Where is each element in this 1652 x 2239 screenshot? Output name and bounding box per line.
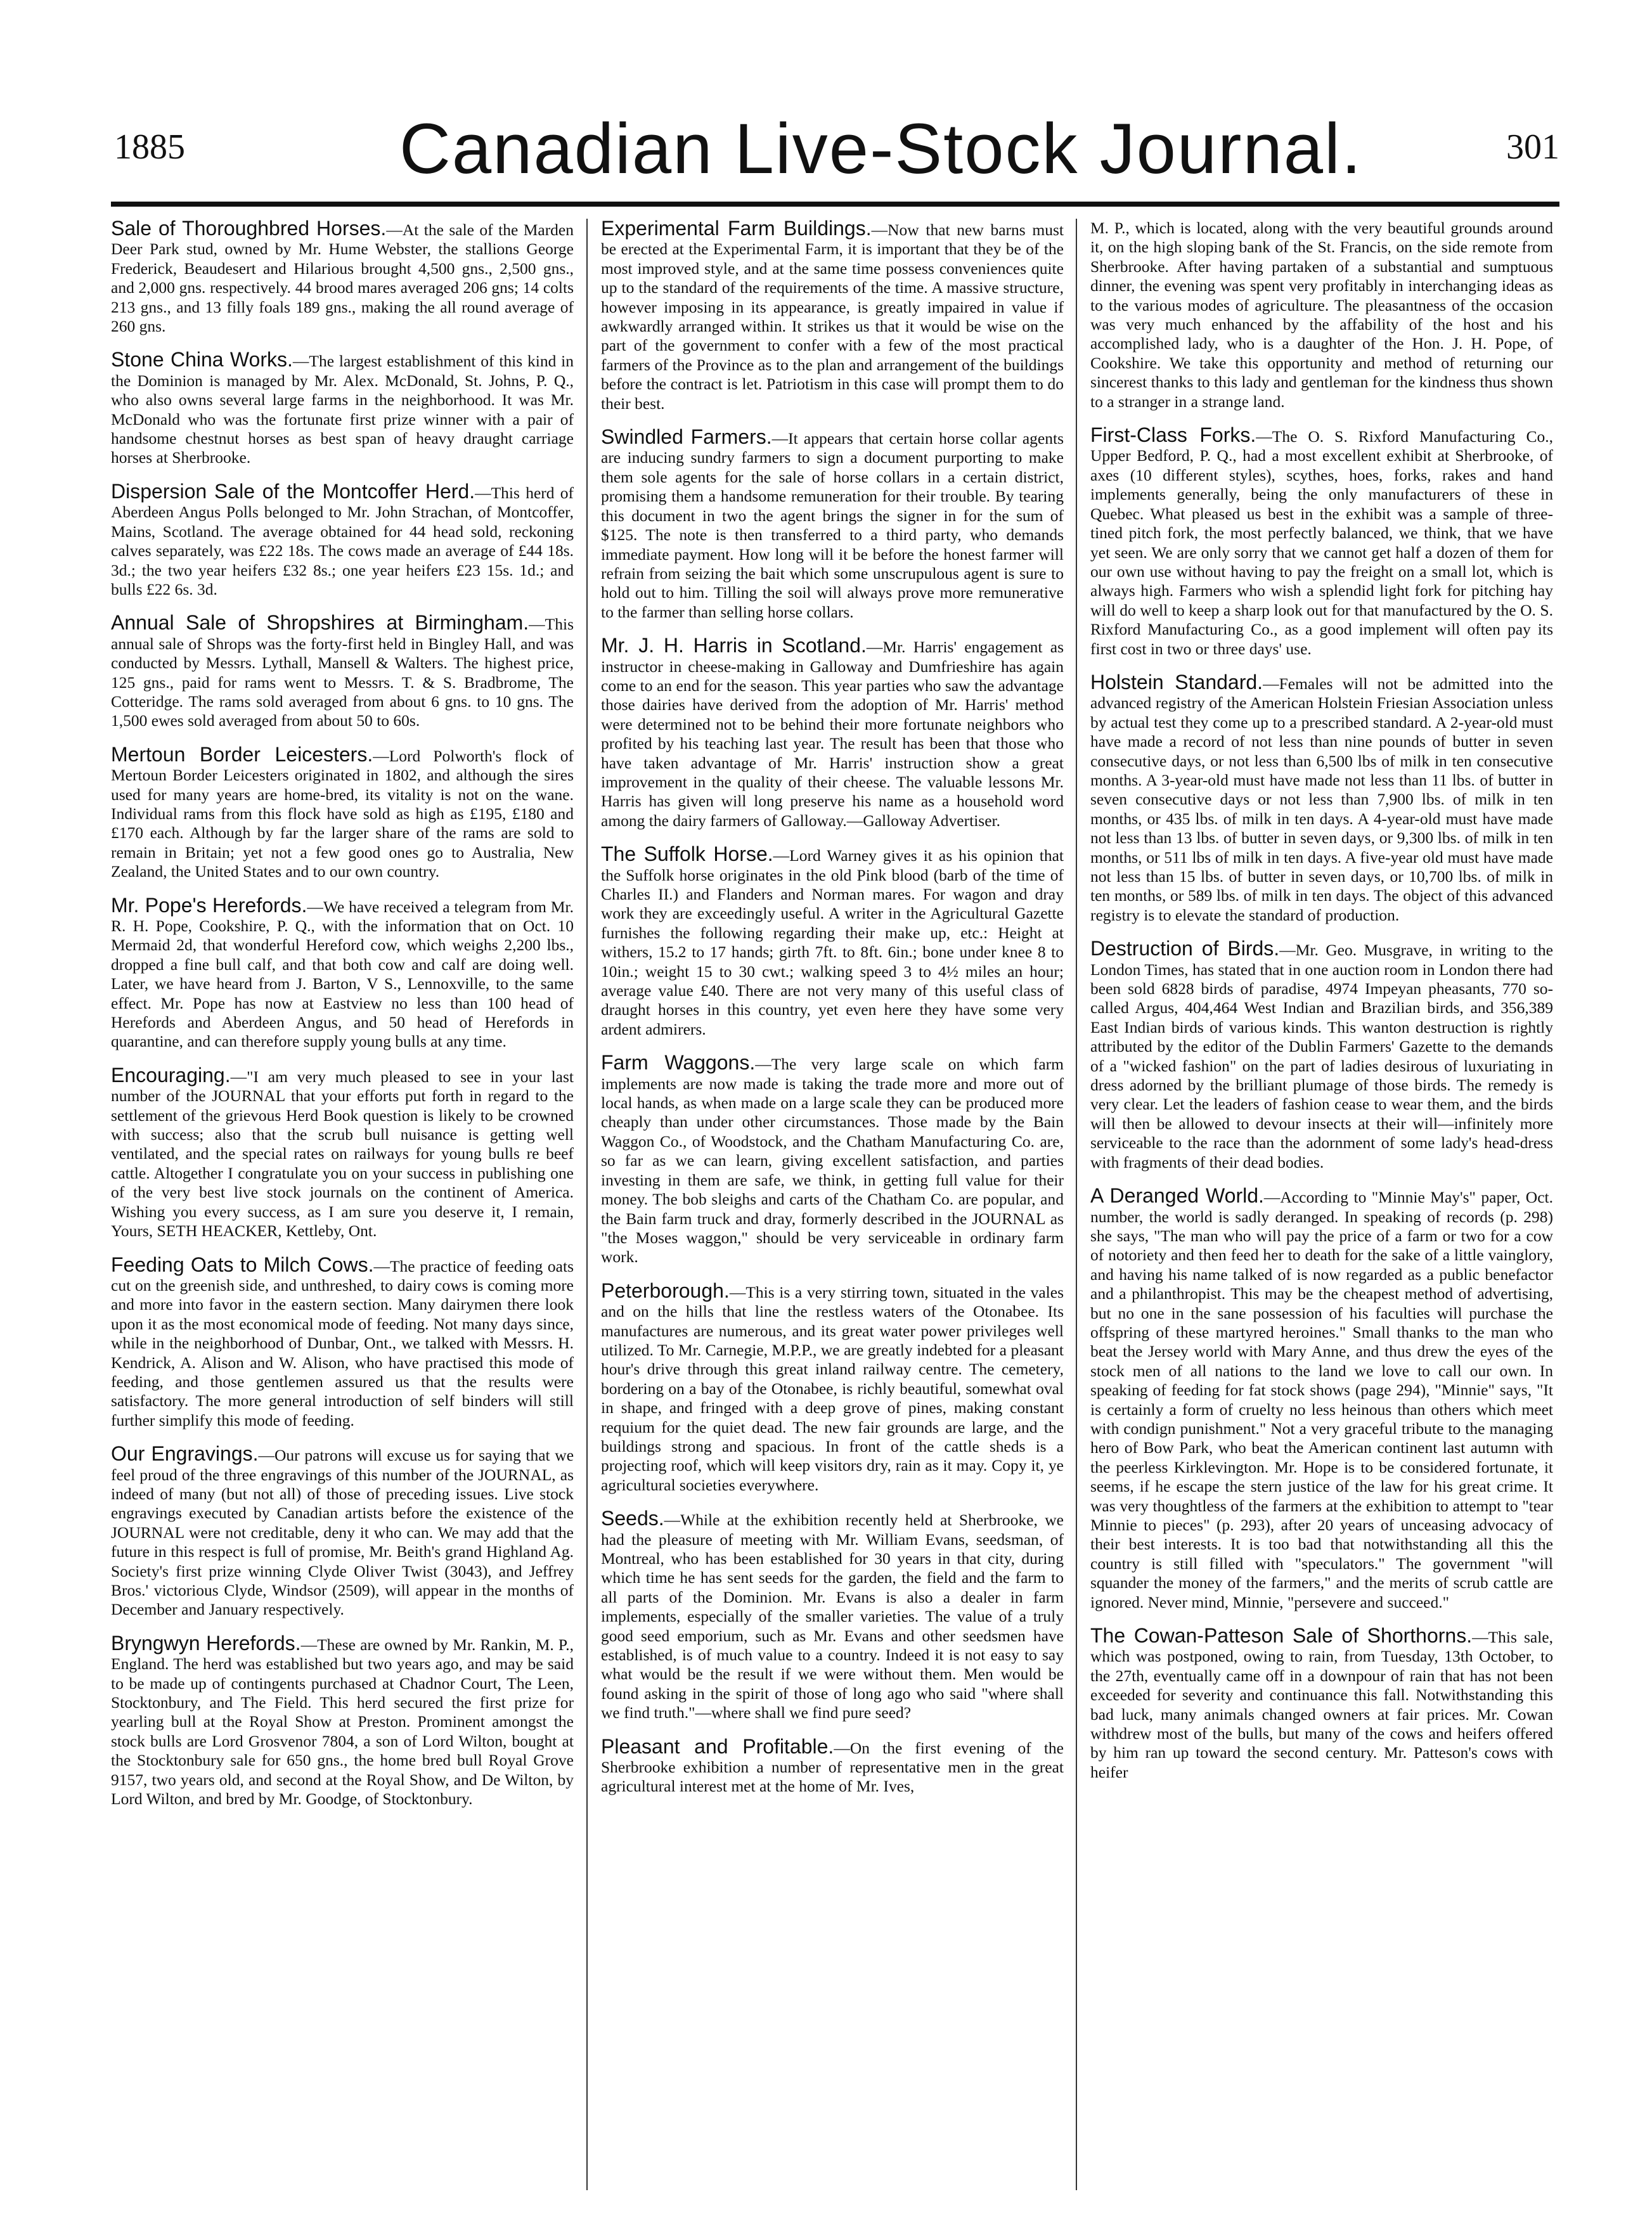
article-body: —Now that new barns must be erected at the Experimental Farm, it is important that they be of the most improved style, and at the same time possess conveniences quite up to the standard of the requirements of the time. A massive structure, however imposing in its appearance, is greatly impaired in value if awkwardly arranged within. It strikes us that it would be wise on the part of the government to confer with a few of the most practical farmers of the Province as to the plan and arrangement of the buildings before the contract is let. Patriotism in this case will prompt them to do their best. — [601, 221, 1064, 413]
article — [1090, 939, 1553, 1172]
article-body: —The O. S. Rixford Manufacturing Co., Upper Bedford, P. Q., had a most excellent exhibit at Sherbrooke, of axes (10 different styles), scythes, hoes, forks, rakes and hand implements generally, being the only manufacturers of these in Quebec. What pleased us best in the exhibit was a sample of three-tined pitch fork, the most perfectly balanced, we think, that we have yet seen. We are only sorry that we cannot get half a dozen of them for our own use without having to pay the freight on a small lot, which is always high. Farmers who wish a splendid light fork for pitching hay will do well to keep a sharp look out for that manufactured by the O. S. Rixford Manufacturing Co., as a good implement will often pay its first cost in two or three days' use. — [1090, 427, 1553, 658]
article-body: —Lord Warney gives it as his opinion that the Suffolk horse originates in the old Pink blood (barb of the time of Charles II.) and Flanders and Norman mares. For wagon and dray work they are exceedingly useful. A writer in the Agricultural Gazette furnishes the following regarding their make up, etc.: Height at withers, 15.2 to 17 hands; girth 7ft. to 8ft. 6in.; bone under knee 8 to 10in.; weight 15 to 30 cwt.; walking speed 3 to 4½ miles an hour; average value £40. There are not very many of this useful class of draught horses in this country, yet even here they have some very ardent admirers. — [601, 846, 1064, 1038]
article — [1090, 670, 1553, 925]
article — [111, 1063, 574, 1241]
article-paragraph — [601, 636, 1064, 830]
article-paragraph — [601, 1734, 1064, 1797]
article-paragraph — [111, 742, 574, 882]
article-paragraph — [1090, 670, 1553, 925]
article-paragraph — [111, 1444, 574, 1620]
article-paragraph — [1090, 939, 1553, 1172]
article-body: —At the sale of the Marden Deer Park stud, owned by Mr. Hume Webster, the stallions George Frederick, Beaudesert and Hilarious brought 4,500 gns., 2,500 gns., and 2,000 gns. respectively. 44 brood mares averaged 206 gns; 14 colts 213 gns., and 13 filly foals 189 gns., making the all round average of 260 gns. — [111, 221, 574, 336]
article — [1090, 1626, 1553, 1782]
article — [1090, 425, 1553, 659]
column-divider — [586, 219, 588, 2190]
article-paragraph — [111, 1063, 574, 1241]
article-headline: Holstein Standard. — [1090, 670, 1263, 694]
article — [111, 613, 574, 730]
article — [601, 636, 1064, 830]
article — [111, 742, 574, 882]
article-headline: Experimental Farm Buildings. — [601, 219, 872, 240]
article — [111, 219, 574, 336]
article-body: —This sale, which was postponed, owing to rain, from Tuesday, 13th October, to the 27th, eventually came off in a downpour of rain that has not been exceeded for severity and continuance this fall. Notwithstanding this bad luck, many animals changed owners at fair prices. Mr. Cowan withdrew most of the bulls, but many of the cows and heifers offered by him ran up toward the second century. Mr. Patteson's cows with heifer — [1090, 1628, 1553, 1781]
column-3 — [1090, 219, 1553, 2190]
article — [601, 1281, 1064, 1495]
article-headline: Feeding Oats to Milch Cows. — [111, 1253, 374, 1276]
article-paragraph — [601, 844, 1064, 1039]
column-divider — [1076, 219, 1077, 2190]
article-headline: First-Class Forks. — [1090, 423, 1256, 447]
article-body: —On the first evening of the Sherbrooke exhibition a number of representative men in the great agricultural interest met at the home of Mr. Ives, — [601, 1738, 1064, 1796]
article-body: —Mr. Harris' engagement as instructor in cheese-making in Galloway and Dumfrieshire has again come to an end for the season. This year parties who saw the advantage those dairies have derived from the adoption of Mr. Harris' method were determined not to be behind their more fortunate neighbors who profited by his teaching last year. The result has been that those who have taken advantage of Mr. Harris' instruction show a great improvement in the quality of their cheese. The valuable lessons Mr. Harris has given will long preserve his name as a household word among the dairy farmers of Galloway.—Galloway Advertiser. — [601, 638, 1064, 830]
article-paragraph — [601, 1281, 1064, 1495]
article-paragraph — [111, 1255, 574, 1431]
article-paragraph — [111, 479, 574, 599]
article — [601, 844, 1064, 1039]
article — [111, 350, 574, 467]
article-headline: Stone China Works. — [111, 348, 293, 371]
journal-title: Canadian Live-Stock Journal. — [399, 109, 1363, 188]
article-headline: Swindled Farmers. — [601, 425, 772, 449]
article-paragraph — [601, 427, 1064, 622]
article-paragraph — [601, 219, 1064, 413]
article — [111, 1255, 574, 1431]
article-body: —Females will not be admitted into the advanced registry of the American Holstein Friesian Association unless by actual test they come up to a prescribed standard. A 2-year-old must have made a record of not less than nine pounds of butter in seven consecutive days, or not less than 6,500 lbs of milk in ten consecutive months. A 3-year-old must have made not less than 11 lbs. of butter in seven consecutive days or not less than 7,900 lbs. of milk in ten months, or 435 lbs. of milk in ten days. A 4-year-old must have made not less than 13 lbs. of butter in seven days, or 9,300 lbs. of milk in ten months, or 511 lbs of milk in ten days. A five-year old must have made not less than 15 lbs. of butter in seven days, or 10,700 lbs. of milk in ten months, or 589 lbs. of milk in ten days. The object of this advanced registry is to elevate the standard of production. — [1090, 674, 1553, 924]
article-headline: Encouraging. — [111, 1063, 231, 1087]
article-paragraph — [1090, 425, 1553, 659]
article-paragraph — [111, 893, 574, 1052]
issue-year: 1885 — [114, 127, 185, 167]
article-headline: Mr. Pope's Herefords. — [111, 893, 307, 917]
article — [111, 1444, 574, 1620]
article-headline: Seeds. — [601, 1507, 664, 1530]
header-rule — [111, 202, 1559, 207]
article-paragraph — [111, 1631, 574, 1809]
page-number: 301 — [1506, 127, 1559, 167]
article-paragraph — [1090, 219, 1553, 411]
article-body: —We have received a telegram from Mr. R. H. Pope, Cookshire, P. Q., with the information that on Oct. 10 Mermaid 2d, that wonderful Hereford cow, which weighs 2,200 lbs., dropped a fine bull calf, and that both cow and calf are doing well. Later, we have heard from J. Barton, V S., Lennoxville, to the same effect. Mr. Pope has now at Eastview no less than 100 head of Herefords and Aberdeen Angus, and 50 head of Herefords in quarantine, and can therefore supply young bulls at any time. — [111, 897, 574, 1051]
article-body: —The practice of feeding oats cut on the greenish side, and unthreshed, to dairy cows is coming more and more into favor in the eastern section. Many dairymen there look upon it as the most economical mode of feeding. Not many days since, while in the neighborhood of Dunbar, Ont., we talked with Messrs. H. Kendrick, A. Alison and W. Alison, who have practised this mode of feeding, and those gentlemen assured us that the results were satisfactory. The more general introduction of self binders will still further simplify this mode of feeding. — [111, 1256, 574, 1429]
article-headline: Farm Waggons. — [601, 1051, 756, 1074]
masthead-header — [114, 108, 1559, 190]
article-headline: Annual Sale of Shropshires at Birmingham. — [111, 611, 529, 635]
article — [1090, 219, 1553, 411]
article-body: —Our patrons will excuse us for saying that we feel proud of the three engravings of this number of the JOURNAL, as indeed of many (but not all) of those of preceding issues. Live stock engravings executed by Canadian artists before the existence of the JOURNAL were not creditable, deny it who can. We may add that the future in this respect is full of promise, Mr. Beith's grand Highland Ag. Society's first prize winning Clyde Oliver Twist (3043), and Jeffrey Bros.' victorious Clyde, Windsor (2509), will appear in the months of December and January respectively. — [111, 1446, 574, 1619]
article — [111, 1631, 574, 1809]
article — [111, 893, 574, 1052]
article-paragraph — [601, 1053, 1064, 1267]
article-body: —This herd of Aberdeen Angus Polls belonged to Mr. John Strachan, of Montcoffer, Mains, Scotland. The average obtained for 44 head sold, reckoning calves separately, was £22 18s. The cows made an average of £44 18s. 3d.; the two year heifers £32 8s.; one year heifers £23 15s. 1d.; and bulls £22 6s. 3d. — [111, 483, 574, 598]
article-body: —This is a very stirring town, situated in the vales and on the hills that line the restless waters of the Otonabee. Its manufactures are numerous, and its great water power privileges well utilized. To Mr. Carnegie, M.P.P., we are greatly indebted for a pleasant hour's drive through this great inland railway centre. The cemetery, bordering on a bay of the Otonabee, is richly beautiful, somewhat oval in shape, and fringed with a deep grove of pines, making constant requium for the quiet dead. The new fair grounds are large, and the buildings strong and spacious. In front of the cattle sheds is a projecting roof, which will keep visitors dry, rain as it may. Copy it, ye agricultural societies everywhere. — [601, 1282, 1064, 1494]
article-headline: Mr. J. H. Harris in Scotland. — [601, 634, 867, 657]
article-body: —These are owned by Mr. Rankin, M. P., England. The herd was established but two years ago, and may be said to be made up of contingents purchased at Chadnor Court, The Leen, Stocktonbury, and The Field. This herd secured the first prize for yearling bull at the Royal Show at Preston. Prominent amongst the stock bulls are Lord Grosvenor 7804, a son of Lord Wilton, bought at the Stocktonbury sale for 650 gns., the home bred bull Royal Grove 9157, two years old, and second at the Royal Show, and De Wilton, by Lord Wilton, and bred by Mr. Goodge, of Stocktonbury. — [111, 1635, 574, 1809]
article-headline: Sale of Thoroughbred Horses. — [111, 219, 387, 240]
article-headline: A Deranged World. — [1090, 1184, 1264, 1208]
article-paragraph — [111, 219, 574, 336]
article-headline: Our Engravings. — [111, 1442, 259, 1466]
article-headline: Destruction of Birds. — [1090, 937, 1280, 960]
article — [601, 427, 1064, 622]
article-body: —Lord Polworth's flock of Mertoun Border Leicesters originated in 1802, and although the sires used for many years are home-bred, its vitality is not on the wane. Individual rams from this flock have sold as high as £195, £180 and £170 each. Although by far the larger share of the rams are sold to remain in Britain; yet not a few good ones go to Australia, New Zealand, the United States and to our own country. — [111, 746, 574, 881]
article-headline: Peterborough. — [601, 1279, 730, 1302]
article — [601, 1053, 1064, 1267]
article-body: —Mr. Geo. Musgrave, in writing to the London Times, has stated that in one auction room in London there had been sold 6828 birds of paradise, 4974 Impeyan pheasants, 770 so-called Argus, 404,464 West Indian and Brazilian birds, and 356,389 East Indian birds of various kinds. This wanton destruction is rightly attributed by the editor of the Dublin Farmers' Gazette to the demands of a "wicked fashion" on the part of ladies desirous of luxuriating in dress adorned by the brilliant plumage of those birds. The remedy is very clear. Let the leaders of fashion cease to wear them, and the birds will then be allowed to devour insects at their will—infinitely more serviceable to the race than the adornment of some lady's head-dress with fragments of their dead bodies. — [1090, 941, 1553, 1171]
article-paragraph — [601, 1509, 1064, 1722]
article-body: —The largest establishment of this kind in the Dominion is managed by Mr. Alex. McDonald, St. Johns, P. Q., who also owns several large farms in the neighborhood. It was Mr. McDonald who was the fortunate first prize winner with a pair of handsome chestnut horses as best span of heavy draught carriage horses at Sherbrooke. — [111, 352, 574, 467]
column-1 — [111, 219, 574, 2190]
article — [601, 1509, 1064, 1722]
article-headline: Dispersion Sale of the Montcoffer Herd. — [111, 479, 475, 503]
article-paragraph — [111, 613, 574, 730]
article-body: —"I am very much pleased to see in your last number of the JOURNAL that your efforts put forth in regard to the settlement of the grievous Herd Book question is likely to be crowned with success; also that the scrub bull nuisance is getting well ventilated, and the special rates on railways for young bulls re beef cattle. Altogether I congratulate you on your success in publishing one of the very best live stock journals on the continent of America. Wishing you every success, as I am sure you deserve it, I remain, Yours, SETH HEACKER, Kettleby, Ont. — [111, 1067, 574, 1241]
article — [111, 479, 574, 599]
article-body: —While at the exhibition recently held at Sherbrooke, we had the pleasure of meeting with Mr. William Evans, seedsman, of Montreal, who has been established for 30 years in that city, during which time he has sent seeds for the garden, the field and the farm to all parts of the Dominion. Mr. Evans is also a dealer in farm implements, especially of the smaller varieties. The value of a truly good seed emporium, such as Mr. Evans and other seedsmen have established, is of much value to a country. Indeed it is not easy to say what would be the result if we were without them. Men would be found asking in the spirit of those of long ago who said "where shall we find truth."—where shall we find pure seed? — [601, 1511, 1064, 1722]
article-headline: Bryngwyn Herefords. — [111, 1631, 301, 1655]
column-2 — [601, 219, 1064, 2190]
article-body: —The very large scale on which farm implements are now made is taking the trade more and more out of local hands, as when made on a large scale they can be produced more cheaply than under other circumstances. Those made by the Bain Waggon Co., of Woodstock, and the Chatham Manufacturing Co. are, so far as we can learn, giving excellent satisfaction, and parties investing in them are safe, we think, in getting full value for their money. The bob sleighs and carts of the Chatham Co. are popular, and the Bain farm truck and dray, formerly described in the JOURNAL as "the Moses waggon," should be very serviceable in ordinary farm work. — [601, 1055, 1064, 1267]
article-body: —According to "Minnie May's" paper, Oct. number, the world is sadly deranged. In speaking of records (p. 298) she says, "The man who will pay the price of a farm or two for a cow of notoriety and then feed her to death for the sake of a little vainglory, and having his name talked of is now regarded as a public benefactor and a philanthropist. This may be the cheapest method of advertising, but no one in the sane possession of his faculties will purchase the offspring of these martyred heroines." Small thanks to the man who beat the Jersey world with Mary Anne, and thus drew the eyes of the stock men of all nations to the land we love to call our own. In speaking of feeding for fat stock shows (page 294), "Minnie" says, "It is certainly a form of cruelty no less heinous than others which meet with condign punishment." Not a very graceful tribute to the managing hero of Bow Park, who beat the American continent last autumn with the peerless Kirklevington. Mr. Hope is to be considered fortunate, it seems, if he escape the stern justice of the law for his great crime. It was very thoughtless of the farmers at the exhibition to attempt to "tear Minnie to pieces" (p. 293), after 20 years of unceasing advocacy of their best interests. It is too bad that notwithstanding all this the country is still filled with "speculators." The government "will squander the money of the farmers," and the merits of scrub cattle are ignored. Never mind, Minnie, "persevere and succeed." — [1090, 1188, 1553, 1611]
article — [601, 1734, 1064, 1797]
article — [1090, 1186, 1553, 1612]
article-body: —This annual sale of Shrops was the forty-first held in Bingley Hall, and was conducted by Messrs. Lythall, Mansell & Walters. The highest price, 125 gns., paid for rams went to Messrs. T. & S. Bradbrome, The Cotteridge. The rams sold averaged from about 6 gns. to 10 gns. The 1,500 ewes sold averaged from about 50 to 60s. — [111, 615, 574, 730]
article — [601, 219, 1064, 413]
article-headline: The Suffolk Horse. — [601, 842, 773, 866]
article-headline: Mertoun Border Leicesters. — [111, 742, 373, 766]
article-headline: The Cowan-Patteson Sale of Shorthorns. — [1090, 1624, 1473, 1648]
article-headline: Pleasant and Profitable. — [601, 1734, 834, 1758]
article-body: M. P., which is located, along with the very beautiful grounds around it, on the high sloping bank of the St. Francis, on the side remote from Sherbrooke. After having partaken of a substantial and sumptuous dinner, the evening was spent very profitably in interchanging ideas as to the various modes of agriculture. The pleasantness of the occasion was very much enhanced by the affability of the host and his accomplished lady, who is a daughter of the Hon. J. H. Pope, of Cookshire. We take this opportunity and method of returning our sincerest thanks to this lady and gentleman for the kindness thus shown to a stranger in a strange land. — [1090, 219, 1553, 411]
article-paragraph — [1090, 1186, 1553, 1612]
article-paragraph — [111, 350, 574, 467]
article-body: —It appears that certain horse collar agents are inducing sundry farmers to sign a document purporting to make them sole agents for the sale of horse collars in a certain district, promising them a handsome remuneration for their trouble. By tearing this document in two the agent brings the signer in for the sum of $125. The note is then transferred to a third party, who demands immediate payment. How long will it be before the honest farmer will refrain from seizing the bait which some unscrupulous agent is sure to hold out to him. Tilling the soil will always prove more remunerative to the farmer than selling horse collars. — [601, 429, 1064, 621]
article-paragraph — [1090, 1626, 1553, 1782]
